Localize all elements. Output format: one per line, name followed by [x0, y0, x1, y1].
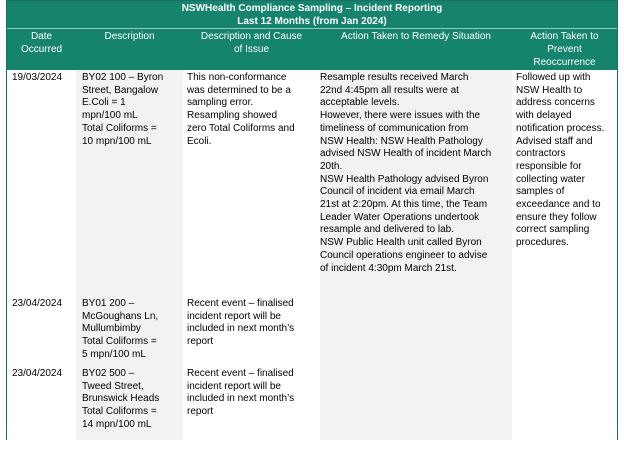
column-header-row	[7, 28, 617, 70]
header-prevention: Action Taken to Prevent Reoccurrence	[530, 31, 599, 68]
header-cause: Description and Cause of Issue	[200, 31, 303, 55]
header-date-occurred: Date Occurred	[20, 31, 63, 55]
table-row	[7, 298, 617, 366]
cell-cause: This non-conformance was determined to be a sampling error. Resampling showed zero Total Coliforms and Ecoli.	[187, 72, 295, 147]
cell-description: BY01 200 – McGoughans Ln, Mullumbimby Total Coliforms = 5 mpn/100 mL	[82, 298, 159, 360]
header-description: Description	[104, 31, 155, 42]
incident-report-table	[6, 0, 618, 440]
report-subtitle: Last 12 Months (from Jan 2024)	[237, 16, 387, 27]
cell-date: 23/04/2024	[12, 298, 63, 309]
header-remedy: Action Taken to Remedy Situation	[341, 31, 491, 42]
table-row	[7, 72, 617, 297]
table-body	[7, 70, 617, 440]
report-title-bar	[7, 0, 617, 28]
cell-description: BY02 500 – Tweed Street, Brunswick Heads Total Coliforms = 14 mpn/100 mL	[82, 368, 160, 430]
cell-cause: Recent event – finalised incident report will be included in next month’s report	[187, 368, 295, 418]
cell-cause: Recent event – finalised incident report will be included in next month’s report	[187, 298, 295, 348]
cell-prevention: Followed up with NSW Health to address concerns with delayed notification process. Advised staff and contractors responsible for collecting water samples of exceedance and to ensure they follow correct sampling procedures.	[516, 72, 605, 249]
cell-date: 19/03/2024	[12, 72, 63, 83]
cell-date: 23/04/2024	[12, 368, 63, 379]
report-title: NSWHealth Compliance Sampling – Incident Reporting	[181, 3, 443, 14]
table-row	[7, 368, 617, 438]
cell-description: BY02 100 – Byron Street, Bangalow E.Coli = 1 mpn/100 mL Total Coliforms = 10 mpn/100 mL	[82, 72, 164, 147]
cell-remedy: Resample results received March 22nd 4:45pm all results were at acceptable levels. However, there were issues with the timeliness of communication from NSW Health: NSW Health Pathology advised NSW Health of incident March 20th. NSW Health Pathology advised Byron Council of incident via email March 21st at 2:20pm. At this time, the Team Leader Water Operations undertook resample and delivered to lab. NSW Public Health unit called Byron Council operations engineer to advise of incident 4:30pm March 21st.	[320, 72, 492, 274]
